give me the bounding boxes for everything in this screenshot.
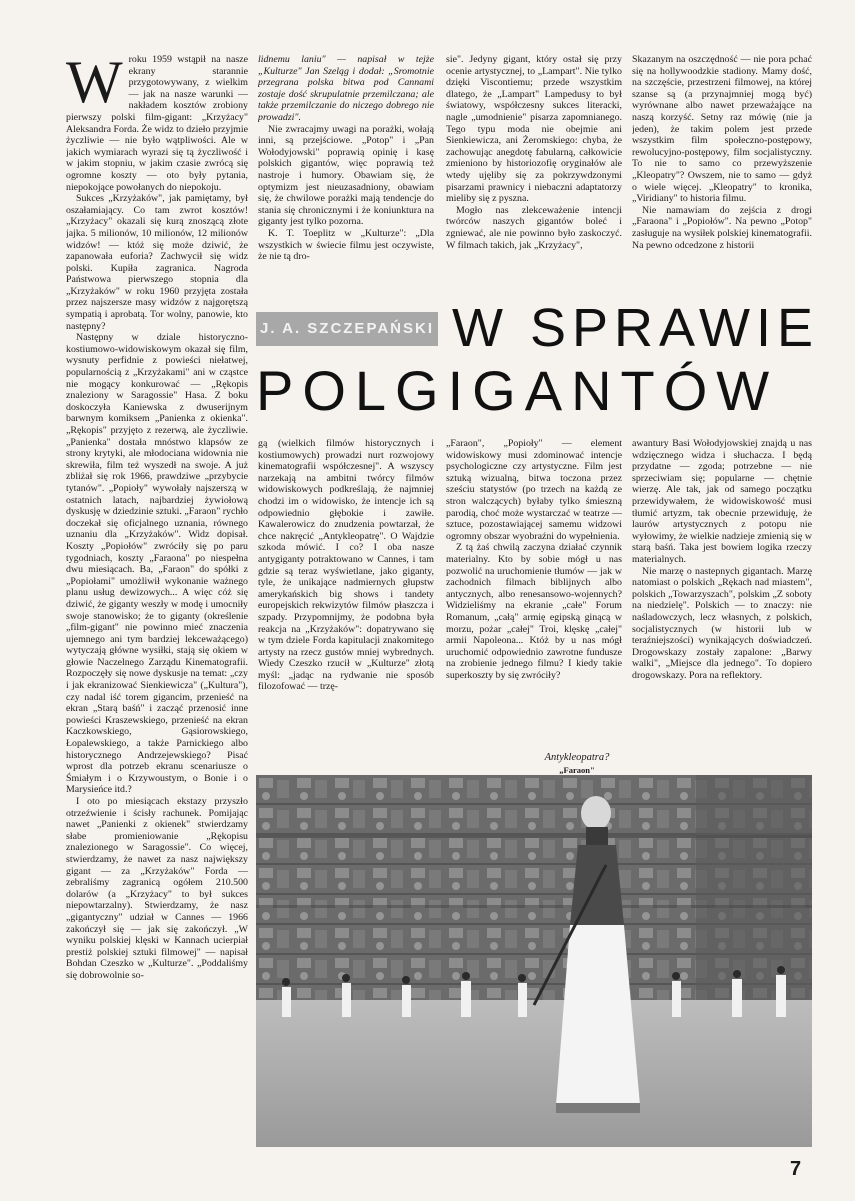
article-column-1: [66, 54, 248, 1159]
photo-illustration: [256, 775, 812, 1147]
headline-line-1: W SPRAWIE: [452, 298, 820, 358]
paragraph: awantury Basi Wołodyjowskiej znajdą u nas wdzięcznego widza i słuchacza. I będą przydatne — zgoda; potrzebne — nie sprzeciwiam się; popularne — chętnie wierzę. Ale tak, jak od samego początku przewidywałem, że widowiskowość musi tłumić artyzm, tak obecnie przewiduję, że laurów artystycznych z potopu nie wyłowimy, że wielkie nadzieje zmienią się w starą baśń. Taka jest bowiem logika rzeczy materialnych.: [632, 438, 812, 565]
article-column-2-top: [258, 54, 434, 286]
paragraph: I oto po miesiącach ekstazy przyszło otrzeźwienie i ścisły rachunek. Pomijając nawet „Panienki z okienek" stwierdzamy słabe promieniowanie „Rękopisu znalezionego w Saragossie". Co więcej, stwierdzamy, że nawet za nasz największy gigant — za „Krzyżaków" Forda — zebraliśmy zagranicą ogółem 210.500 dolarów (a „Krzyżacy" to był sukces niepowtarzalny). Stwierdzamy, że nasz „gigantyczny" udział w Cannes — 1966 zakończył się — jak się zakończył. „W wyniku polskiej klęski w Kannach ucierpiał prestiż polskiej sztuki filmowej" — napisał Bohdan Czeszko w „Kulturze". „Poddaliśmy się dobrowolnie so-: [66, 796, 248, 981]
paragraph: Nie marzę o nastepnych gigantach. Marzę natomiast o polskich „Rękach nad miastem", polskich „Towarzyszach", polskim „Z soboty na niedzielę". Polskich — to znaczy: nie naśladowczych, lecz własnych, z polskich, socjalistycznych (w historii lub w teraźniejszości) wynikających doświadczeń. Drogowskazy zostały zapalone: „Barwy walki", „Miejsce dla jednego". To dopiero drogowskazy. Pora na reflektory.: [632, 565, 812, 681]
paragraph: Z tą żaś chwilą zaczyna działać czynnik materialny. Kto by sobie mógł u nas pozwolić na uruchomienie tłumów — jak w zachodnich filmach biblijnych albo antycznych, albo renesansowo-wojennych? Widzieliśmy na ekranie „całe" Forum Romanum, „całą" armię egipską ginącą w morzu, pożar „całej" Troi, klęskę „całej" armii Napoleona... Któż by u nas mógł uruchomić odpowiednio zawrotne fundusze na zrobienie jednego filmu? I kiedy takie superkoszty by się zwróciły?: [446, 542, 622, 681]
author-byline: J. A. SZCZEPAŃSKI: [256, 312, 438, 346]
paragraph: Nie namawiam do zejścia z drogi „Faraona" i „Popiołów". Na pewno „Potop" zasługuje na wysiłek polskiej kinematografii. Na pewno odcedzone z historii: [632, 204, 812, 251]
article-column-3-top: [446, 54, 622, 286]
article-column-2-bottom: [258, 438, 434, 738]
paragraph: lidnemu laniu" — napisał w tejże „Kulturze" Jan Szeląg i dodał: „Sromotnie przegrana polska bitwa pod Cannami zostaje dość skrupulatnie przemilczana; ale także przemilczanie do niczego dobrego nie prowadzi".: [258, 54, 434, 123]
paragraph: sie". Jedyny gigant, który ostał się przy ocenie artystycznej, to „Lampart". Nie tylko dzięki Viscontiemu; przede wszystkim dlatego, że „Lampart" Lampedusy to był światowy, współczesny sukces literacki, nagle „umodnienie" pisarza zapomnianego. Tego typu moda nie obejmie ani Sienkiewicza, ani Żeromskiego: chyba, że zachowując anegdotę fabularną, całkowicie zmieniono by historiozofię oryginałów ale wtedy ujęliby się za pokrzywdzonymi pisarzami prawnicy i niebaczni adaptatorzy mieliby się z pyszna.: [446, 54, 622, 205]
paragraph: „Faraon", „Popioły" — element widowiskowy musi zdominować intencje psychologiczne czy artystyczne. Film jest sztuką wizualną, bitwa toczona przez sześciu statystów (po trzech na każdą ze stron walczących) byłaby tylko śmieszną parodią, choć może wystarczać w teatrze — sztuce, pozostawiającej samemu widzowi ogromny obszar wyobraźni do wypełnienia.: [446, 438, 622, 542]
article-column-3-bottom: [446, 438, 622, 738]
film-still-photo: [256, 775, 812, 1147]
drop-cap: W: [66, 54, 123, 115]
article-column-4-top: [632, 54, 812, 312]
paragraph: K. T. Toeplitz w „Kulturze": „Dla wszystkich w świecie filmu jest oczywiste, że nie tą dro-: [258, 227, 434, 263]
photo-caption: [497, 752, 657, 776]
headline-line-2: POLGIGANTÓW: [256, 359, 779, 422]
page-number: 7: [790, 1158, 802, 1180]
caption-subtitle: „Faraon": [559, 765, 595, 775]
caption-title: Antykleopatra?: [544, 752, 610, 763]
paragraph: Skazanym na oszczędność — nie pora pchać się na hollywoodzkie stadiony. Mamy dość, na szczęście, przestrzeni filmowej, na której szanse są (a przynajmniej mogą być) wyrównane albo nawet przeważające na naszą korzyść. Setny raz mówię (nie ja jeden), że takim polem jest przede wszystkim film społeczno-postępowy, rewolucyjno-postępowy, film socjalistyczny. To nie to samo co przewyższenie „Kleopatry"? Owszem, nie to samo — gdyż o wiele więcej. „Kleopatry" to kronika, „Viridiany" to historia filmu.: [632, 54, 812, 205]
paragraph: gą (wielkich filmów historycznych i kostiumowych) prowadzi nurt rozwojowy kinematografii współczesnej". A wszyscy narzekają na ambitni twórcy filmów widowiskowych podkreślają, że najmniej chodzi im o widowisko, że intencje ich są odpowiednio głębokie i zawiłe. Kawalerowicz do znudzenia powtarzał, że chce nakręcić „Antykleopatrę". O Wajdzie szkoda mówić. I co? I oba nasze antygiganty potraktowano w Cannes, i tam gdzie są teraz wyświetlane, jako giganty, tyle, że unikające nadmiernych głupstw amerykańskich big shows i tandety europejskich rekwizytów filmów płaszcza i szpady. Przypomnijmy, że podobna była reakcja na „Krzyżaków": dopatrywano się w tym dziele Forda kapitulacji znakomitego artysty na rzecz gustów mniej wybrednych. Wiedy Czeszko rzucił w „Kulturze" złotą myśl: „jadąc na rydwanie nie sposób filozofować — trzę-: [258, 438, 434, 693]
paragraph: Nie zwracajmy uwagi na porażki, wołają inni, są przejściowe. „Potop" i „Pan Wołodyjowski" poprawią opinię i kasę polskich gigantów, więc poprawią też nastroje i humory. Obawiam się, że optymizm jest nieuzasadniony, obawiam się, że chwilowe porażki mają tendencje do stania się chronicznymi i że koniunktura na giganty jest tylko pozorna.: [258, 123, 434, 228]
paragraph: Mogło nas zlekceważenie intencji twórców naszych gigantów boleć i zgniewać, ale nie powinno było zaskoczyć. W filmach takich, jak „Krzyżacy",: [446, 204, 622, 251]
article-column-4-bottom: [632, 438, 812, 738]
paragraph: roku 1959 wstąpił na nasze ekrany starannie przygotowywany, z wielkim — jak na nasze warunki — nakładem kosztów zrobiony pierwszy polski film-gigant: „Krzyżacy" Aleksandra Forda. Że widz to dzieło przyjmie życzliwie — nie było wątpliwości. Ale w jakich wymiarach wyrazi się tą życzliwość i w jakim stopniu, w jakim czasie zwrócą się ogromne koszty — oto były pytania, niepokojące powołanych do niepokoju.: [66, 54, 248, 193]
paragraph: Następny w dziale historyczno-kostiumowo-widowiskowym okazał się film, wysnuty perfidnie z powieści niełatwej, popularnością z „Krzyżakami" ani w cząstce nie mogący konkurować — „Rękopis znaleziony w Saragossie" Hasa. Z boku doskoczyła Kaniewska z dwuserijnym barwnym komiksem „Panienka z okienka". „Rękopis" przyjęto z rezerwą, ale życzliwie. „Panienka" dostała mnóstwo klapsów ze strony krytyki, ale młodociana widownia nie skrewiła, film też wyszedł na swoje. A już zbliżał się rok 1966, prawdziwe „przybycie tytanów". „Popioły" wywołały najszerszą w ostatnich latach, najbardziej żywiołową dyskusję w dziedzinie sztuki. „Faraon" rychło doczekał się oficjalnego uznania, równego uznaniu dla „Krzyżaków". Widz dopisał. Koszty „Popiołów" zwróciły się po paru tygodniach, koszty „Faraona" po niespełna dwu miesiącach. Ba, „Faraon" do spółki z „Popiołami" umożliwił wykonanie ważnego planu usług dewizowych... A więc cóż się dziwić, że giganty weszły w modę i umocniły swoje stanowisko; że to giganty (określenie „film-gigant" nie powinno mieć znaczenia ujemnego ani tym bardziej lekceważącego) wytyczają główne wysiłki, stają się okiem w głowie Naczelnego Zarządu Kinematografii. Rozpoczęły się nowe dyskusje na temat: „czy i jak ekranizować Sienkiewicza" („Kultura"), czy nadal iść torem gigancim, przenieść na ekran „Starą baśń" i zacząć przenosić inne powieści Kraszewskiego, przenieść na ekran Kaczkowskiego, Gąsiorowskiego, Łopalewskiego, a także Parnickiego albo historycznego Andrzejewskiego? Pisać wprost dla potrzeb ekranu scenariusze o Śmiałym i o Krzywoustym, o Bonie i o Marysieńce itd.?: [66, 332, 248, 796]
paragraph: Sukces „Krzyżaków", jak pamiętamy, był oszałamiający. Co tam zwrot kosztów! „Krzyżacy" okazali się kurą znoszącą złote jajka. 5 milionów, 10 milionów, 12 milionów widzów! — któż się może dziwić, że zapanowała euforia? Zachwycił się widz polski. Kupiła zagranica. Nagroda Państwowa pierwszego stopnia dla „Krzyżaków" w roku 1960 przyjęta została przez najszersze masy widzów z najgorętszą sympatią i aprobatą. Tor wolny, panowie, kto następny?: [66, 193, 248, 332]
